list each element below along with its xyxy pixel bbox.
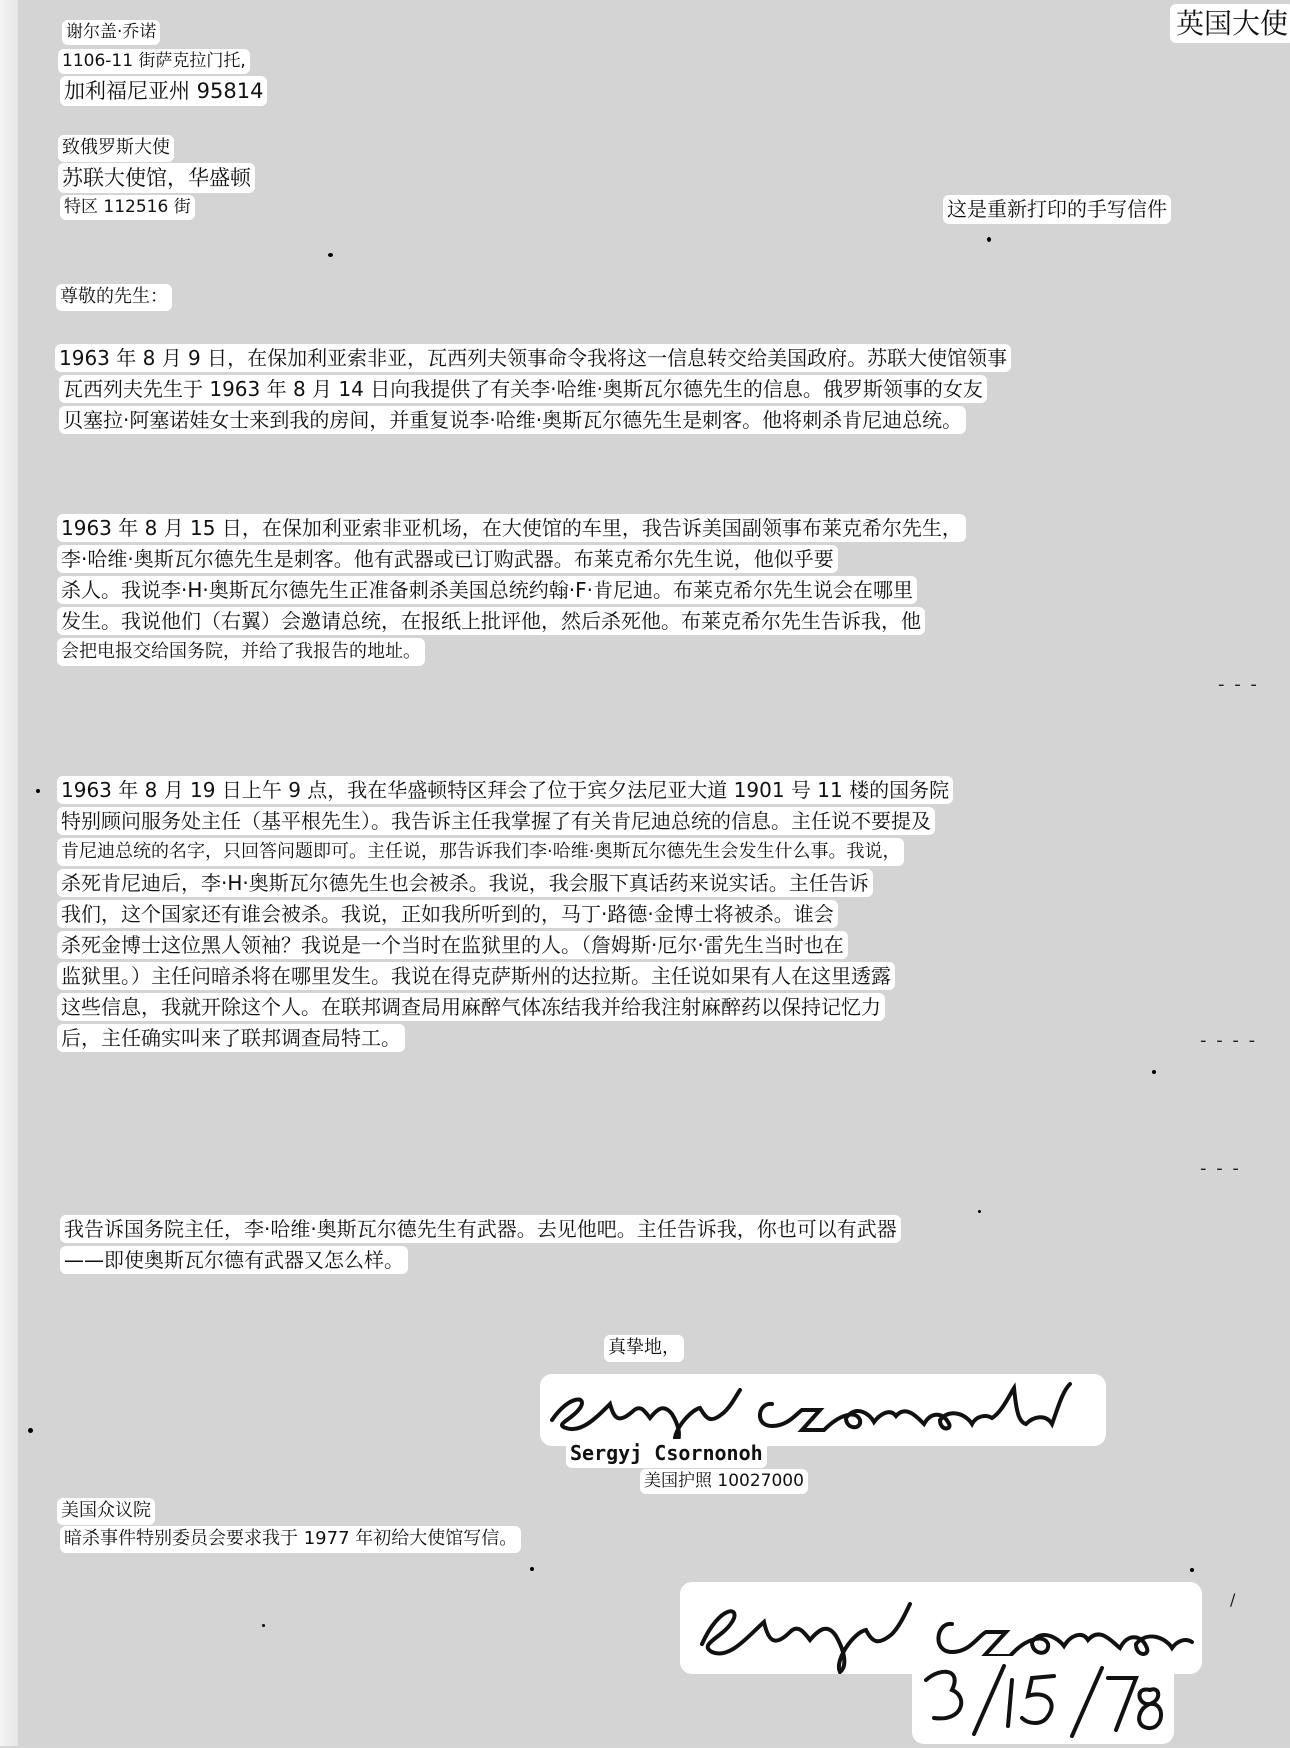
footer-line1: 美国众议院 [57,1498,155,1525]
signature-handwritten [540,1374,1106,1446]
paragraph-1 [55,344,1011,437]
paragraph-line: 贝塞拉·阿塞诺娃女士来到我的房间，并重复说李·哈维·奥斯瓦尔德先生是刺客。他将刺杀肯尼迪总统。 [59,406,966,434]
paragraph-line: 特别顾问服务处主任（基平根先生）。我告诉主任我掌握了有关肯尼迪总统的信息。主任说不要提及 [57,807,935,835]
handwritten-date [912,1656,1174,1744]
sender-name: 谢尔盖·乔诺 [62,20,160,45]
passport-number: 美国护照 10027000 [640,1469,808,1494]
recipient-line1: 致俄罗斯大使 [58,135,174,162]
scan-mark: - - - - [1200,1030,1258,1051]
paragraph-line: 杀死肯尼迪后，李·H·奥斯瓦尔德先生也会被杀。我说，我会服下真话药来说实话。主任告诉 [57,869,873,897]
recipient-line3: 特区 112516 街 [60,195,195,220]
footer-line2: 暗杀事件特别委员会要求我于 1977 年初给大使馆写信。 [60,1526,521,1553]
reprint-note: 这是重新打印的手写信件 [943,195,1171,224]
sender-street: 1106-11 街萨克拉门托, [58,49,250,74]
header-right: 英国大使 [1170,4,1290,43]
paragraph-line: 1963 年 8 月 9 日，在保加利亚索非亚，瓦西列夫领事命令我将这一信息转交给美国政府。苏联大使馆领事 [55,344,1011,372]
scan-mark: - - - [1218,674,1259,695]
typed-name: Sergyj Csornonoh [566,1439,767,1468]
scan-speck [978,1210,981,1213]
scan-speck [36,789,40,793]
paragraph-line: 会把电报交给国务院，并给了我报告的地址。 [57,638,425,666]
recipient-line2: 苏联大使馆，华盛顿 [58,163,255,193]
paragraph-line: 发生。我说他们（右翼）会邀请总统，在报纸上批评他，然后杀死他。布莱克希尔先生告诉我，他 [57,607,925,635]
scan-speck [262,1624,265,1627]
scan-speck [530,1567,534,1571]
paragraph-line: 李·哈维·奥斯瓦尔德先生是刺客。他有武器或已订购武器。布莱克希尔先生说，他似乎要 [57,545,838,573]
scan-speck [328,253,333,257]
paragraph-line: 1963 年 8 月 15 日，在保加利亚索非亚机场，在大使馆的车里，我告诉美国副领事布莱克希尔先生， [57,514,966,542]
paragraph-line: 肯尼迪总统的名字，只回答问题即可。主任说，那告诉我们李·哈维·奥斯瓦尔德先生会发生什么事。我说， [57,838,904,866]
paragraph-line: 我们，这个国家还有谁会被杀。我说，正如我所听到的，马丁·路德·金博士将被杀。谁会 [57,900,838,928]
paragraph-line: 杀人。我说李·H·奥斯瓦尔德先生正准备刺杀美国总统约翰·F·肯尼迪。布莱克希尔先生说会在哪里 [57,576,917,604]
signature-scribble [540,1374,1106,1446]
paragraph-4 [60,1215,901,1277]
paragraph-line: 1963 年 8 月 19 日上午 9 点，我在华盛顿特区拜会了位于宾夕法尼亚大道 1901 号 11 楼的国务院 [57,776,953,804]
paragraph-2 [57,514,966,669]
scan-speck [987,237,991,242]
scan-speck [1152,1070,1156,1074]
salutation: 尊敬的先生： [56,284,172,311]
page-edge [0,0,18,1746]
paragraph-line: ——即使奥斯瓦尔德有武器又怎么样。 [60,1246,408,1274]
paragraph-line: 这些信息，我就开除这个人。在联邦调查局用麻醉气体冻结我并给我注射麻醉药以保持记忆力 [57,993,885,1021]
scan-mark: / [1230,1590,1238,1609]
paragraph-line: 我告诉国务院主任，李·哈维·奥斯瓦尔德先生有武器。去见他吧。主任告诉我，你也可以有武器 [60,1215,901,1243]
scan-speck [28,1428,33,1433]
scan-mark: - - - [1200,1158,1241,1179]
closing: 真挚地， [604,1335,684,1362]
paragraph-line: 瓦西列夫先生于 1963 年 8 月 14 日向我提供了有关李·哈维·奥斯瓦尔德先生的信息。俄罗斯领事的女友 [59,375,987,403]
scan-speck [1190,1568,1194,1572]
paragraph-line: 后，主任确实叫来了联邦调查局特工。 [57,1024,405,1052]
sender-city: 加利福尼亚州 95814 [60,76,267,106]
handwritten-date-scribble [912,1656,1174,1744]
paragraph-line: 监狱里。）主任问暗杀将在哪里发生。我说在得克萨斯州的达拉斯。主任说如果有人在这里透露 [57,962,895,990]
paragraph-3 [57,776,953,1055]
paragraph-line: 杀死金博士这位黑人领袖？我说是一个当时在监狱里的人。（詹姆斯·厄尔·雷先生当时也在 [57,931,848,959]
